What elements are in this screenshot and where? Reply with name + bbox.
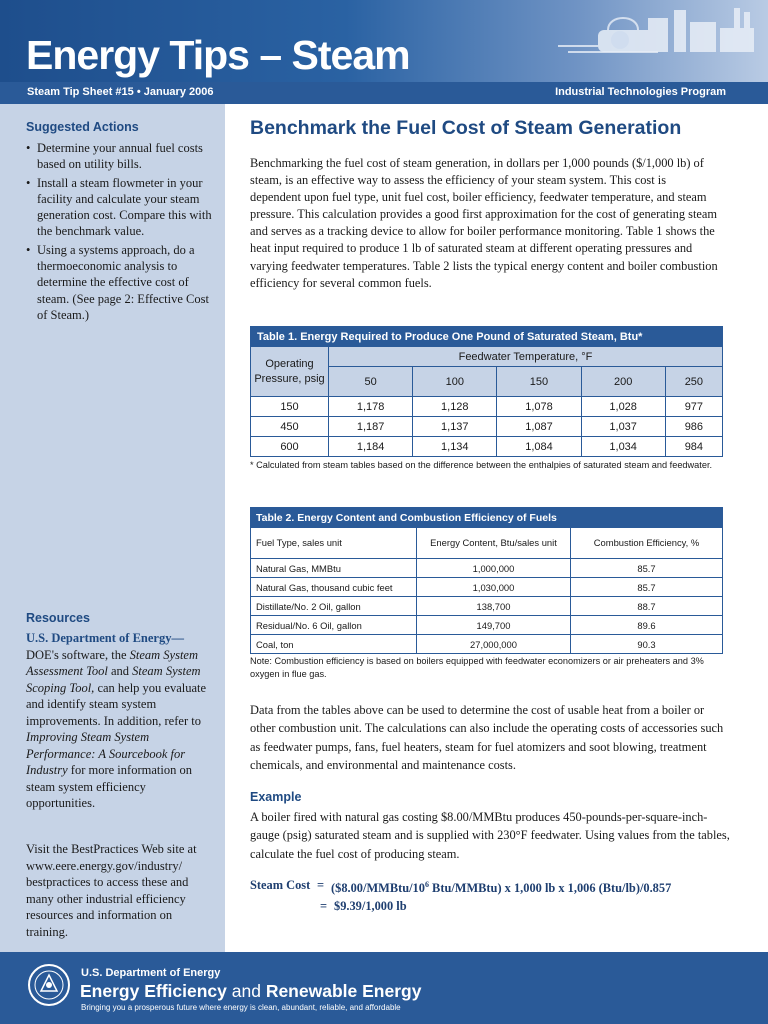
table-row	[251, 578, 723, 597]
table1-temp-header: 50	[329, 367, 413, 397]
resources-org: U.S. Department of Energy—	[26, 631, 184, 645]
table2-cell: Coal, ton	[251, 635, 417, 654]
table2-cell: Natural Gas, MMBtu	[251, 559, 417, 578]
table1-cell: 1,178	[329, 397, 413, 417]
resources-text-part: for more information on steam system efficiency opportunities.	[26, 763, 192, 810]
table2-header: Fuel Type, sales unit	[251, 528, 417, 559]
action-item: • Install a steam flowmeter in your facility and calculate your steam generation cost. Compare this with the benchmark value.	[26, 175, 218, 240]
eere-title	[80, 981, 421, 1002]
table2-header: Energy Content, Btu/sales unit	[417, 528, 571, 559]
footer-tagline: Bringing you a prosperous future where energy is clean, abundant, reliable, and affordable	[81, 1003, 401, 1012]
formula-expression	[331, 876, 671, 897]
industrial-plant-illustration	[538, 0, 768, 80]
resources-heading: Resources	[26, 611, 90, 625]
action-item: • Determine your annual fuel costs based on utility bills.	[26, 140, 218, 173]
eere-part: Energy Efficiency	[80, 981, 227, 1001]
table2-cell: 88.7	[571, 597, 723, 616]
table1-pressure-cell: 600	[251, 437, 329, 457]
table1-cell: 1,084	[497, 437, 581, 457]
resources-text	[26, 630, 216, 812]
doe-seal-icon	[27, 963, 71, 1007]
table-row	[251, 597, 723, 616]
page-title: Benchmark the Fuel Cost of Steam Generation	[250, 117, 682, 139]
table1-pressure-header: Operating Pressure, psig	[251, 347, 329, 397]
intro-paragraph: Benchmarking the fuel cost of steam generation, in dollars per 1,000 pounds ($/1,000 lb) of steam, is an effective way to assess the efficiency of your steam system. This cost is dependent upon fuel type, unit fuel cost, boiler efficiency, feedwater temperature, and steam pressure. This calculation provides a good first approximation for the cost of generating steam and serves as a tracking device to allow for boiler performance monitoring. Table 1 shows the heat input required to produce 1 lb of saturated steam at different operating pressures and varying feedwater temperatures. Table 2 lists the typical energy content and boiler combustion efficiency for several common fuels.	[250, 156, 718, 290]
formula-result: $9.39/1,000 lb	[334, 899, 407, 914]
table1-cell: 977	[665, 397, 722, 417]
table-row	[251, 635, 723, 654]
table2-cell: 27,000,000	[417, 635, 571, 654]
table2-cell: 1,000,000	[417, 559, 571, 578]
table2-cell: 85.7	[571, 578, 723, 597]
table1-cell: 1,028	[581, 397, 665, 417]
table2-note: Note: Combustion efficiency is based on boilers equipped with feedwater economizers or air preheaters and 3% oxygen in flue gas.	[250, 656, 704, 679]
formula-equals: =	[317, 878, 325, 892]
table2-cell: Residual/No. 6 Oil, gallon	[251, 616, 417, 635]
table1-cell: 1,128	[413, 397, 497, 417]
ssst-title: Steam System Scoping Tool,	[26, 664, 201, 695]
table2-cell: Distillate/No. 2 Oil, gallon	[251, 597, 417, 616]
data-paragraph: Data from the tables above can be used to determine the cost of usable heat from a boiler or other combustion unit. The calculations can also include the operating costs of accessories such as feedwater pumps, fans, fuel heaters, steam for fuel atomizers and soot blowing, treatment chemicals, and environmental and maintenance costs.	[250, 703, 724, 772]
table-row	[251, 559, 723, 578]
steam-cost-formula	[250, 876, 740, 915]
table1-cell: 1,087	[497, 417, 581, 437]
sourcebook-title: Improving Steam System Performance: A Sourcebook for Industry	[26, 730, 186, 777]
table1-footnote: * Calculated from steam tables based on the difference between the enthalpies of saturated steam and feedwater.	[250, 460, 713, 470]
table2-header: Combustion Efficiency, %	[571, 528, 723, 559]
table2-cell: 138,700	[417, 597, 571, 616]
suggested-actions-list	[26, 140, 218, 325]
footer-banner	[0, 952, 768, 1024]
table1-cell: 984	[665, 437, 722, 457]
resources-text-part: and	[107, 664, 133, 678]
program-label: Industrial Technologies Program	[555, 86, 726, 98]
table2-cell: 90.3	[571, 635, 723, 654]
table1-pressure-cell: 450	[251, 417, 329, 437]
table2-cell: 149,700	[417, 616, 571, 635]
action-item: • Using a systems approach, do a thermoeconomic analysis to determine the effective cost of steam. (See page 2: Effective Cost of Steam.)	[26, 242, 218, 323]
table-row	[251, 417, 723, 437]
table1-cell: 1,037	[581, 417, 665, 437]
table2-caption: Table 2. Energy Content and Combustion Efficiency of Fuels	[251, 508, 723, 528]
visit-website-text: Visit the BestPractices Web site at www.eere.energy.gov/industry/ bestpractices to access these and many other industrial efficiency resources and information on training.	[26, 842, 197, 939]
table1-cell: 1,187	[329, 417, 413, 437]
ssat-title: Steam System Assessment Tool	[26, 647, 199, 678]
table1-cell: 1,078	[497, 397, 581, 417]
table1-temp-header: 150	[497, 367, 581, 397]
resources-text-part: can help you evaluate and identify steam system improvements. In addition, refer to	[26, 680, 207, 728]
header-title: Energy Tips – Steam	[26, 32, 410, 78]
table1-temp-header: 250	[665, 367, 722, 397]
table1-cell: 1,184	[329, 437, 413, 457]
formula-part: ($8.00/MMBtu/10	[331, 881, 425, 896]
table1-cell: 1,137	[413, 417, 497, 437]
eere-part: and	[226, 981, 266, 1001]
example-text: A boiler fired with natural gas costing $8.00/MMBtu produces 450-pounds-per-square-inch-gauge (psig) saturated steam and is supplied with 230°F feedwater. Using values from the tables, calculate the fuel cost of producing steam.	[250, 810, 730, 861]
table-fuel-efficiency	[250, 507, 723, 654]
example-heading: Example	[250, 790, 302, 804]
tip-sheet-label: Steam Tip Sheet #15 • January 2006	[27, 86, 214, 98]
table1-cell: 1,134	[413, 437, 497, 457]
formula-exponent: 6	[424, 880, 429, 889]
formula-equals: =	[320, 899, 328, 914]
table1-temp-header: 100	[413, 367, 497, 397]
table-row	[251, 437, 723, 457]
eere-part: Renewable Energy	[265, 981, 422, 1001]
table1-feedwater-header: Feedwater Temperature, °F	[329, 347, 723, 367]
suggested-actions-heading: Suggested Actions	[26, 120, 139, 134]
formula-lhs: Steam Cost	[250, 878, 311, 892]
formula-part: Btu/MMBtu) x 1,000 lb x 1,006 (Btu/lb)/0.857	[428, 881, 672, 896]
table1-cell: 1,034	[581, 437, 665, 457]
table2-cell: Natural Gas, thousand cubic feet	[251, 578, 417, 597]
table2-cell: 1,030,000	[417, 578, 571, 597]
table-steam-energy	[250, 326, 723, 457]
header-banner	[0, 0, 768, 104]
table1-pressure-cell: 150	[251, 397, 329, 417]
table1-temp-header: 200	[581, 367, 665, 397]
table-row	[251, 616, 723, 635]
doe-name: U.S. Department of Energy	[81, 967, 221, 979]
table1-cell: 986	[665, 417, 722, 437]
table-row	[251, 397, 723, 417]
table2-cell: 89.6	[571, 616, 723, 635]
table2-cell: 85.7	[571, 559, 723, 578]
table1-caption: Table 1. Energy Required to Produce One Pound of Saturated Steam, Btu*	[251, 327, 723, 347]
resources-text-part: DOE's software, the	[26, 647, 130, 662]
